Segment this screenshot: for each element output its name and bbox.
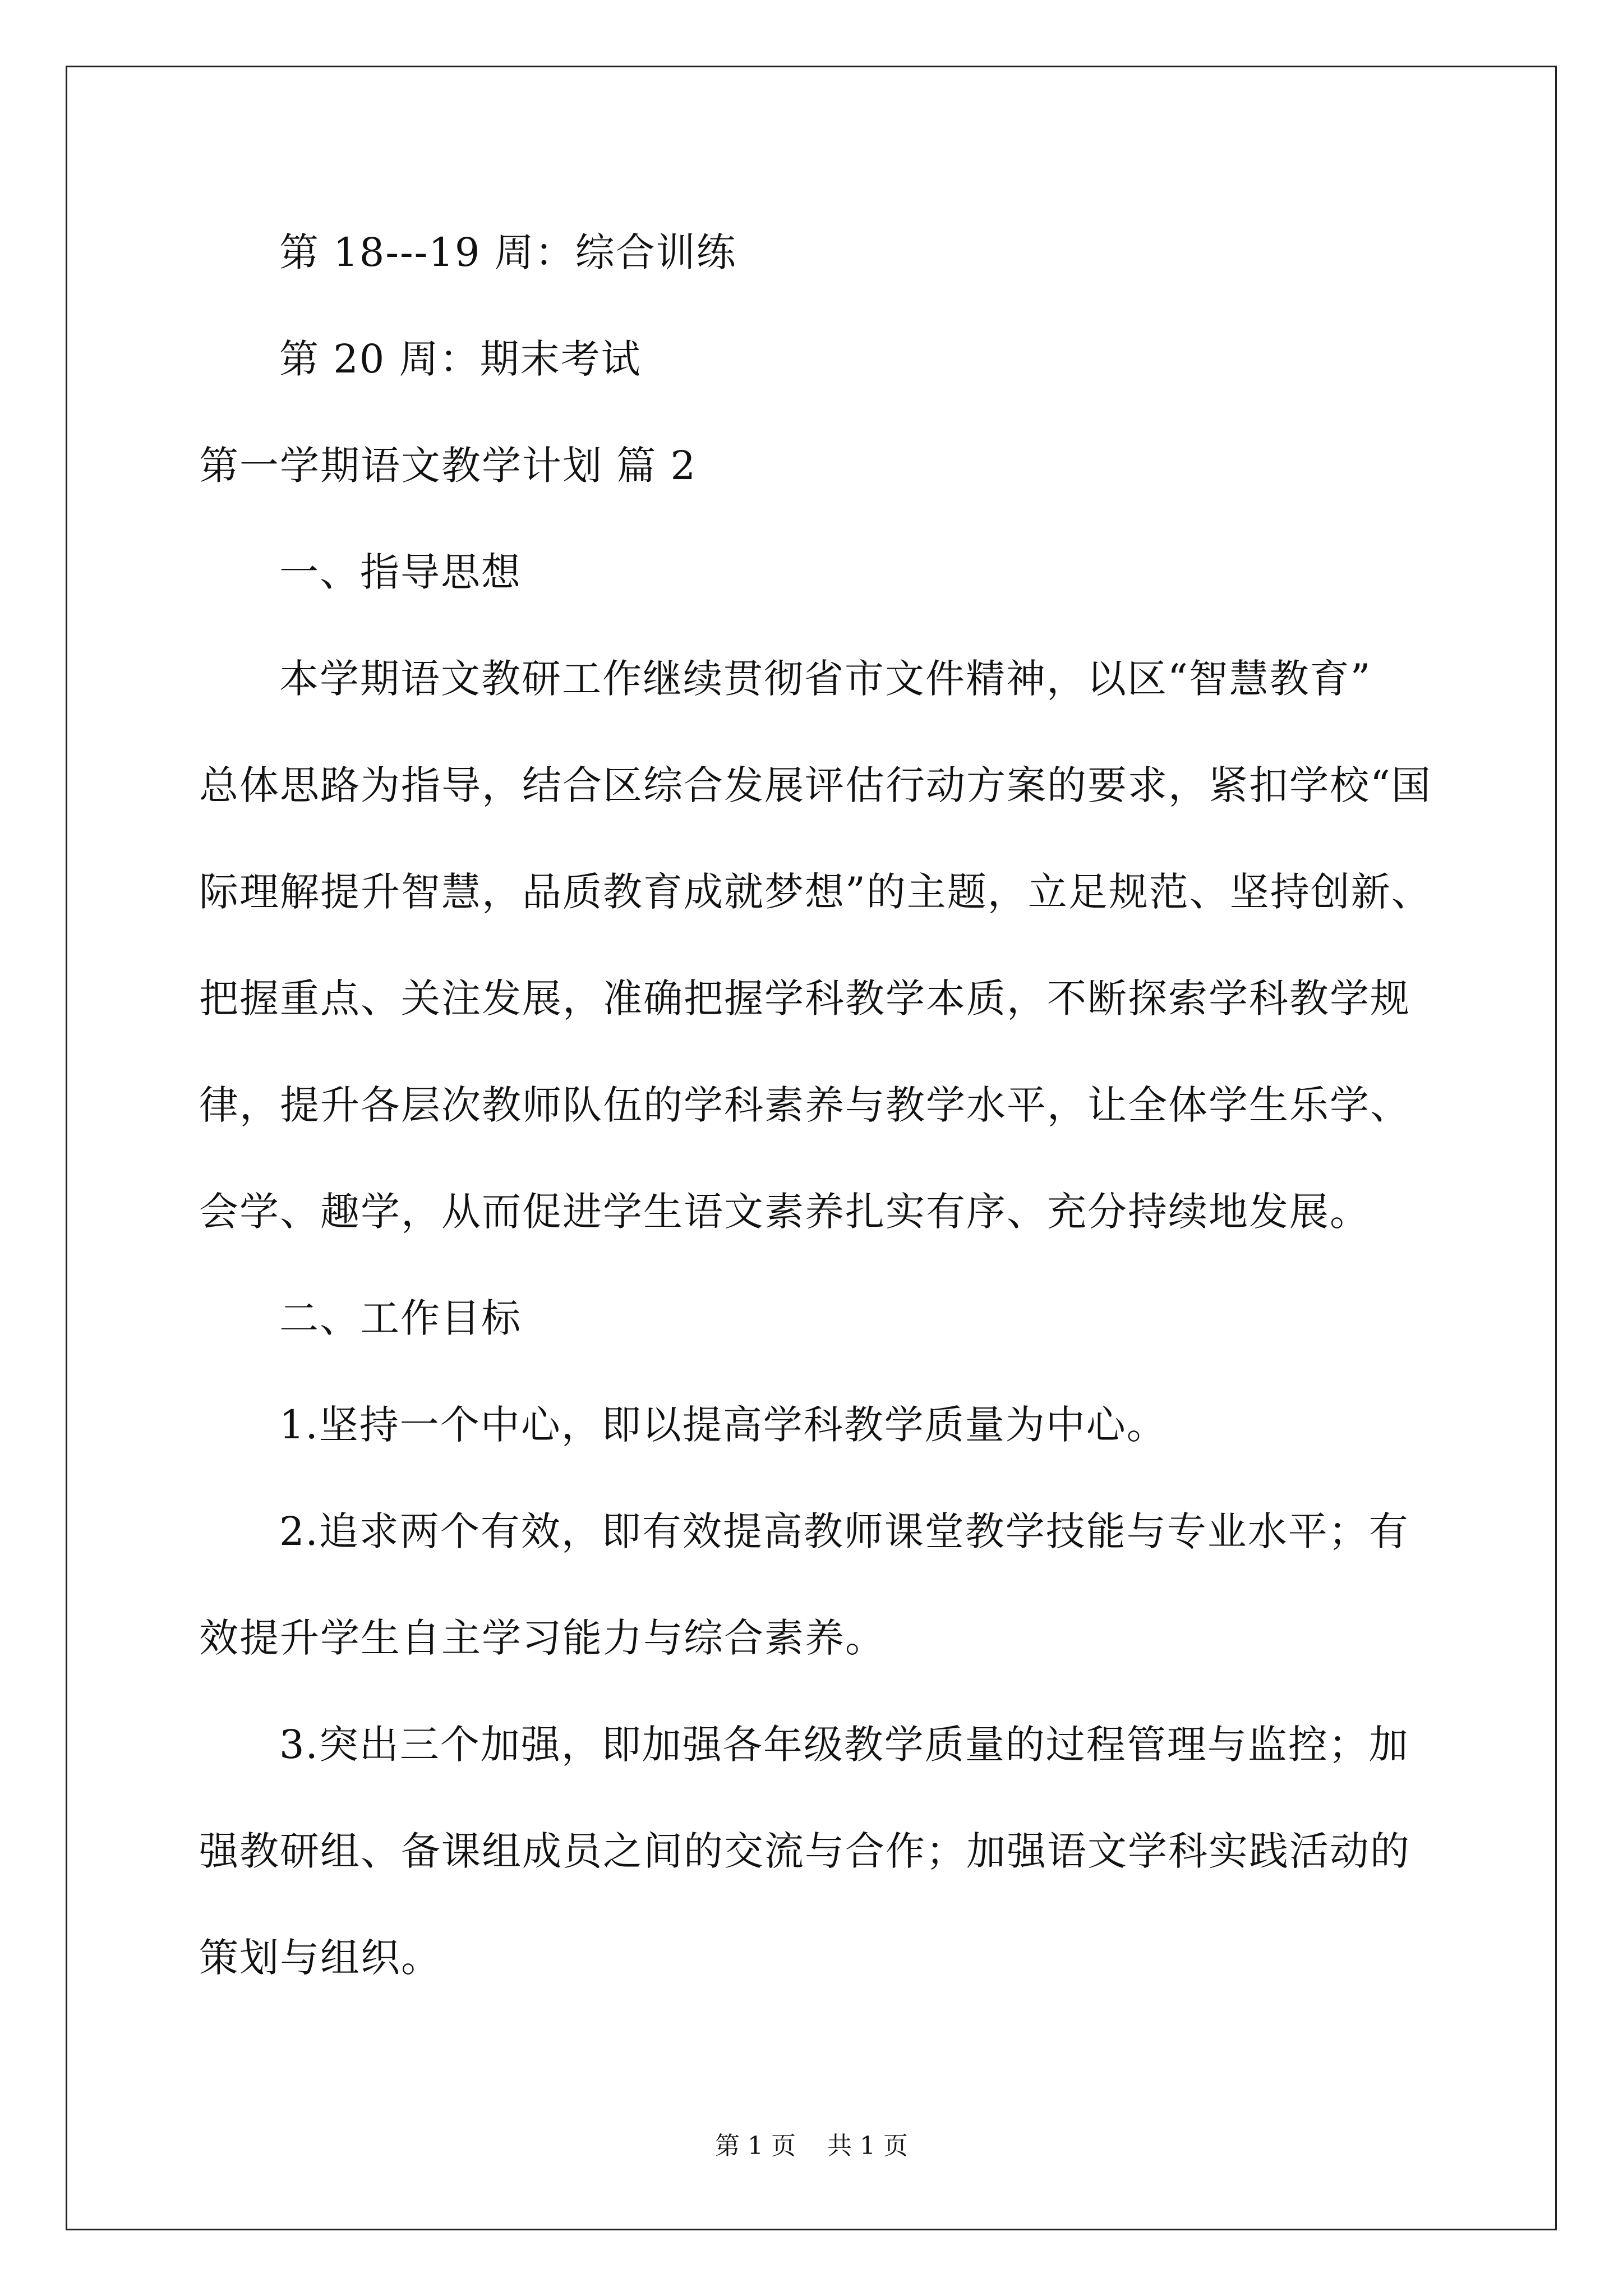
page-border <box>66 66 1557 2230</box>
goal-item-3: 3.突出三个加强，即加强各年级教学质量的过程管理与监控；加 <box>279 1722 1409 1768</box>
paragraph-line: 把握重点、关注发展，准确把握学科教学本质，不断探索学科教学规 <box>199 976 1410 1022</box>
subheading-work-goals: 二、工作目标 <box>279 1295 522 1341</box>
goal-item-3-continued: 策划与组织。 <box>199 1935 441 1981</box>
paragraph-line: 会学、趣学，从而促进学生语文素养扎实有序、充分持续地发展。 <box>199 1189 1370 1235</box>
paragraph-line: 本学期语文教研工作继续贯彻省市文件精神，以区“智慧教育” <box>279 656 1372 702</box>
goal-item-3-continued: 强教研组、备课组成员之间的交流与合作；加强语文学科实践活动的 <box>199 1828 1410 1874</box>
goal-item-2-continued: 效提升学生自主学习能力与综合素养。 <box>199 1615 886 1661</box>
page-number-footer: 第 1 页 共 1 页 <box>715 2132 908 2160</box>
goal-item-1: 1.坚持一个中心，即以提高学科教学质量为中心。 <box>279 1402 1167 1448</box>
paragraph-line: 际理解提升智慧，品质教育成就梦想”的主题，立足规范、坚持创新、 <box>199 869 1432 915</box>
paragraph-line: 律，提升各层次教师队伍的学科素养与教学水平，让全体学生乐学、 <box>199 1082 1410 1128</box>
subheading-guiding-ideology: 一、指导思想 <box>279 549 522 595</box>
paragraph-line: 总体思路为指导，结合区综合发展评估行动方案的要求，紧扣学校“国 <box>199 762 1432 808</box>
section-heading: 第一学期语文教学计划 篇 2 <box>199 443 697 489</box>
schedule-week-18-19: 第 18---19 周：综合训练 <box>279 229 737 275</box>
goal-item-2: 2.追求两个有效，即有效提高教师课堂教学技能与专业水平；有 <box>279 1508 1409 1554</box>
schedule-week-20: 第 20 周：期末考试 <box>279 336 642 382</box>
